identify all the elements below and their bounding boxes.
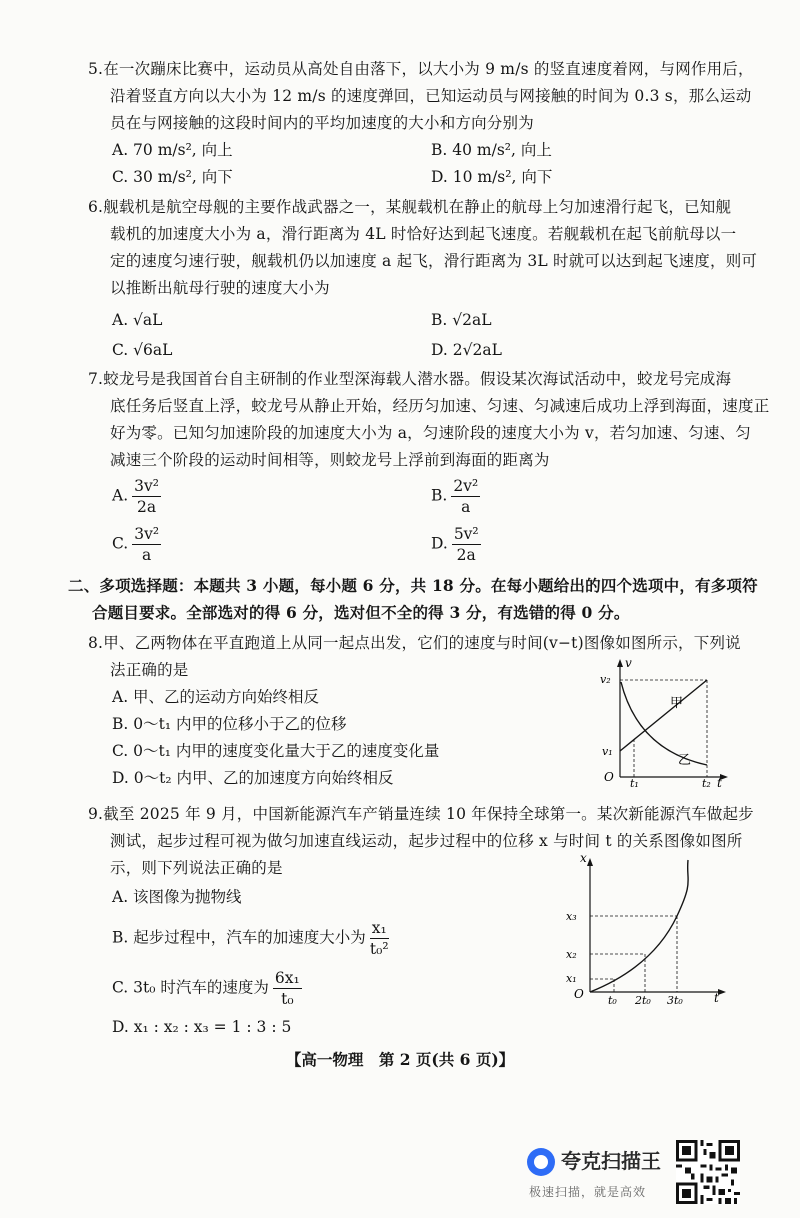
q6-line-1: 6.舰载机是航空母舰的主要作战武器之一，某舰载机在静止的航母上匀加速滑行起飞，已知舰 <box>88 198 732 216</box>
q6-option-a: A. √aL <box>112 311 163 329</box>
q7-line-3: 好为零。已知匀加速阶段的加速度大小为 a，匀速阶段的速度大小为 v，若匀加速、匀速、匀 <box>110 424 751 442</box>
q5-option-a: A. 70 m/s², 向上 <box>112 141 233 159</box>
page-footer: 【高一物理 第 2 页(共 6 页)】 <box>285 1050 515 1069</box>
q9-line-2: 测试，起步过程可视为做匀加速直线运动，起步过程中的位移 x 与时间 t 的关系图像如图所 <box>110 832 743 850</box>
q5-line-1: 5.在一次蹦床比赛中，运动员从高处自由落下，以大小为 9 m/s 的竖直速度着网，与网作用后， <box>88 60 754 78</box>
section2-line-1: 二、多项选择题：本题共 3 小题，每小题 6 分，共 18 分。在每小题给出的四个选项中，有多项符 <box>68 576 758 595</box>
q9-t0-label: t₀ <box>608 994 617 1007</box>
q6-line-3: 定的速度匀速行驶，舰载机仍以加速度 a 起飞，滑行距离为 3L 时就可以达到起飞速度，则可 <box>110 252 758 270</box>
scanner-brand: 夸克扫描王 <box>561 1149 661 1173</box>
q9-option-c: C. 3t₀ 时汽车的速度为 $\frac{\text{6x₁}}{\text{t₀}}$ <box>112 969 300 1008</box>
q8-option-c: C. 0～t₁ 内甲的速度变化量大于乙的速度变化量 <box>112 742 440 760</box>
q9-3t0-label: 3t₀ <box>667 994 683 1007</box>
q9-2t0-label: 2t₀ <box>635 994 651 1007</box>
q9-x1-label: x₁ <box>566 972 577 985</box>
q9-line-3: 示，则下列说法正确的是 <box>110 859 283 877</box>
q5-option-d: D. 10 m/s², 向下 <box>431 168 553 186</box>
q8-origin-label: O <box>604 770 614 784</box>
q9-t-label: t <box>714 991 719 1005</box>
scanner-watermark <box>527 1143 672 1203</box>
q9-origin-label: O <box>574 987 584 1001</box>
q7-option-d: D. $\frac{\text{5v²}}{2a}$ <box>431 525 479 564</box>
q8-option-b: B. 0～t₁ 内甲的位移小于乙的位移 <box>112 715 347 733</box>
q7-b-denominator: a <box>461 498 471 516</box>
q5-line-2: 沿着竖直方向以大小为 12 m/s 的速度弹回，已知运动员与网接触的时间为 0.3 s，那么运动 <box>110 87 752 105</box>
q8-v1-label: v₁ <box>602 745 613 758</box>
q9-x3-label: x₃ <box>566 910 577 923</box>
q9-xt-curve <box>590 860 688 992</box>
q7-option-a: A. $\frac{\text{3v²}}{2a}$ <box>112 477 159 516</box>
q7-d-denominator: 2a <box>456 546 476 564</box>
q9-x-label: x <box>580 852 587 865</box>
q6-option-c: C. √6aL <box>112 341 173 359</box>
q9-c-denominator: t₀ <box>281 990 294 1008</box>
qr-code-icon <box>676 1140 740 1204</box>
q8-jia-line <box>620 680 707 751</box>
q8-vt-graph <box>590 655 730 787</box>
q8-t2-label: t₂ <box>702 777 711 787</box>
q7-option-b: B. $\frac{\text{2v²}}{a}$ <box>431 477 479 516</box>
quark-logo-icon <box>527 1148 555 1176</box>
q9-line-1: 9.截至 2025 年 9 月，中国新能源汽车产销量连续 10 年保持全球第一。某次新能源汽车做起步 <box>88 805 754 823</box>
q5-option-c: C. 30 m/s², 向下 <box>112 168 233 186</box>
q9-option-d: D. x₁ : x₂ : x₃ = 1 : 3 : 5 <box>112 1018 292 1036</box>
q8-yi-curve <box>621 682 707 765</box>
q9-xt-graph <box>560 852 730 1007</box>
section2-line-2: 合题目要求。全部选对的得 6 分，选对但不全的得 3 分，有选错的得 0 分。 <box>92 603 630 622</box>
q6-option-d: D. 2√2aL <box>431 341 502 359</box>
q7-line-1: 7.蛟龙号是我国首台自主研制的作业型深海载人潜水器。假设某次海试活动中，蛟龙号完成海 <box>88 370 732 388</box>
q8-v2-label: v₂ <box>600 673 611 686</box>
q9-x-axis-arrow-icon <box>587 858 593 866</box>
q9-option-a: A. 该图像为抛物线 <box>112 888 242 906</box>
q8-t1-label: t₁ <box>630 777 639 787</box>
q7-line-4: 减速三个阶段的运动时间相等，则蛟龙号上浮前到海面的距离为 <box>110 451 550 469</box>
q6-line-4: 以推断出航母行驶的速度大小为 <box>110 279 330 297</box>
q9-x2-label: x₂ <box>566 948 577 961</box>
q7-a-denominator: 2a <box>136 498 157 516</box>
q6-line-2: 载机的加速度大小为 a，滑行距离为 4L 时恰好达到起飞速度。若舰载机在起飞前航母以一 <box>110 225 737 243</box>
q8-v-axis-arrow-icon <box>617 659 623 667</box>
q9-option-b: B. 起步过程中，汽车的加速度大小为 $\frac{\text{x₁}}{\text{t₀²}}$ <box>112 919 389 958</box>
q7-b-numerator: 2v² <box>453 477 479 495</box>
q7-d-numerator: 5v² <box>453 525 479 543</box>
q7-line-2: 底任务后竖直上浮，蛟龙号从静止开始，经历匀加速、匀速、匀减速后成功上浮到海面，速度正 <box>110 397 770 415</box>
q9-b-numerator: x₁ <box>371 919 387 937</box>
scanner-tagline: 极速扫描，就是高效 <box>529 1185 647 1199</box>
q8-v-label: v <box>625 656 632 670</box>
q8-option-d: D. 0～t₂ 内甲、乙的加速度方向始终相反 <box>112 769 394 787</box>
q9-c-numerator: 6x₁ <box>274 969 300 987</box>
q8-line-2: 法正确的是 <box>110 661 189 679</box>
q7-a-numerator: 3v² <box>134 477 159 495</box>
q9-t-axis-arrow-icon <box>718 989 726 995</box>
q7-c-numerator: 3v² <box>134 525 160 543</box>
q8-option-a: A. 甲、乙的运动方向始终相反 <box>112 688 320 706</box>
q7-option-c: C. $\frac{\text{3v²}}{a}$ <box>112 525 160 564</box>
q6-option-b: B. √2aL <box>431 311 492 329</box>
q8-jia-label: 甲 <box>670 696 684 711</box>
q7-c-denominator: a <box>142 546 152 564</box>
q5-line-3: 员在与网接触的这段时间内的平均加速度的大小和方向分别为 <box>110 114 534 132</box>
q8-t-label: t <box>717 776 722 787</box>
q8-line-1: 8.甲、乙两物体在平直跑道上从同一起点出发，它们的速度与时间(v−t)图像如图所示，下列说 <box>88 634 741 652</box>
q5-option-b: B. 40 m/s², 向上 <box>431 141 552 159</box>
q9-b-denominator: t₀² <box>369 940 389 958</box>
q8-yi-label: 乙 <box>678 753 692 768</box>
